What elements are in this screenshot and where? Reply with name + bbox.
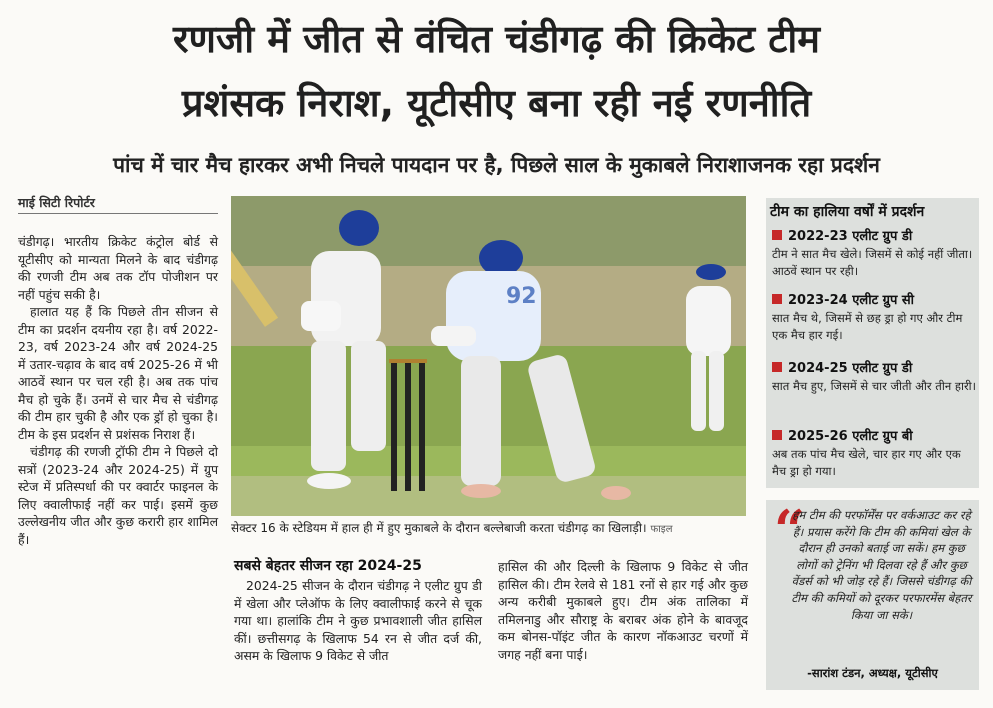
sidebar-item-heading: 2024-25 एलीट ग्रुप डी bbox=[788, 361, 913, 376]
article-column-3 bbox=[498, 558, 748, 663]
quote-mark-icon: “ bbox=[774, 498, 806, 562]
paragraph: हालात यह हैं कि पिछले तीन सीजन से टीम का प्रदर्शन दयनीय रहा है। वर्ष 2022-23, वर्ष 2023-24 और वर्ष 2024-25 में उतार-चढ़ाव के बाद वर्ष 2025-26 में भी आठवें स्थान पर चल रही है। अब तक पांच मैच हो चुके हैं। उनमें से चार मैच से चंडीगढ़ की टीम हार चुकी है और एक ड्रॉ हो चुका है। टीम के इस प्रदर्शन से प्रशंसक निराश हैं। bbox=[18, 304, 218, 442]
article-column-1 bbox=[18, 233, 218, 548]
sidebar-item-heading: 2025-26 एलीट ग्रुप बी bbox=[788, 429, 913, 444]
byline-rule bbox=[18, 213, 218, 214]
headline-line-2: प्रशंसक निराश, यूटीसीए बना रही नई रणनीति bbox=[181, 81, 812, 125]
section-subheading: सबसे बेहतर सीजन रहा 2024-25 bbox=[234, 558, 422, 574]
photo-credit: फाइल bbox=[650, 524, 673, 535]
byline: माई सिटी रिपोर्टर bbox=[18, 195, 95, 210]
sidebar-item-body: टीम ने सात मैच खेले। जिसमें से कोई नहीं जीता। आठवें स्थान पर रही। bbox=[772, 247, 973, 278]
sidebar-item bbox=[772, 428, 977, 479]
paragraph: चंडीगढ़ की रणजी ट्रॉफी टीम ने पिछले दो सत्रों (2023-24 और 2024-25) में ग्रुप स्टेज में प्रतिस्पर्धा की पर क्वार्टर फाइनल के लिए क्वालीफाई नहीं कर पाई। इसमें कुछ उल्लेखनीय जीत और कुछ करारी हार शामिल हैं। bbox=[18, 444, 218, 547]
sidebar-title: टीम का हालिया वर्षों में प्रदर्शन bbox=[770, 204, 925, 220]
stumps bbox=[389, 359, 427, 491]
paragraph: चंडीगढ़। भारतीय क्रिकेट कंट्रोल बोर्ड से यूटीसीए को मान्यता मिलने के बाद चंडीगढ़ की रणजी टीम अब तक टॉप पोजीशन पर नहीं पहुंच सकी है। bbox=[18, 234, 218, 302]
jersey-number: 92 bbox=[506, 284, 537, 309]
quote-text: हम टीम की परफॉर्मेंस पर वर्कआउट कर रहे हैं। प्रयास करेंगे कि टीम की कमियां खेल के दौरान ही उनको बताई जा सकें। हम कुछ लोगों को ट्रेनिंग भी दिलवा रहे हैं और कुछ वेंडर्स को भी जोड़ रहे हैं। जिससे चंडीगढ़ की टीम की कमियों को दूरकर परफारमेंस बेहतर किया जा सके। bbox=[791, 508, 972, 622]
cricket-photo bbox=[231, 196, 746, 516]
sidebar-item bbox=[772, 292, 977, 343]
quote-author: -सारांश टंडन, अध्यक्ष, यूटीसीए bbox=[807, 666, 938, 680]
headline-line-1: रणजी में जीत से वंचित चंडीगढ़ की क्रिकेट टीम bbox=[173, 17, 820, 61]
sidebar-item-body: सात मैच हुए, जिसमें से चार जीती और तीन हारी। bbox=[772, 379, 976, 393]
red-square-bullet-icon bbox=[772, 294, 782, 304]
photo-caption bbox=[231, 520, 746, 538]
article-column-2 bbox=[234, 577, 482, 665]
sidebar-item-heading: 2023-24 एलीट ग्रुप सी bbox=[788, 293, 915, 308]
red-square-bullet-icon bbox=[772, 230, 782, 240]
sidebar-item bbox=[772, 228, 977, 279]
sidebar-item-body: अब तक पांच मैच खेले, चार हार गए और एक मैच ड्रा हो गया। bbox=[772, 447, 961, 478]
red-square-bullet-icon bbox=[772, 430, 782, 440]
red-square-bullet-icon bbox=[772, 362, 782, 372]
sidebar-item-body: सात मैच थे, जिसमें से छह ड्रा हो गए और टीम एक मैच हार गई। bbox=[772, 311, 963, 342]
sub-headline: पांच में चार मैच हारकर अभी निचले पायदान पर है, पिछले साल के मुकाबले निराशाजनक रहा प्रदर्शन bbox=[113, 153, 880, 177]
sidebar-item-heading: 2022-23 एलीट ग्रुप डी bbox=[788, 229, 913, 244]
paragraph: हासिल की और दिल्ली के खिलाफ 9 विकेट से जीत हासिल की। टीम रेलवे से 181 रनों से हार गई और कुछ अन्य करीबी मुकाबले हुए। टीम अंक तालिका में तमिलनाडु और सौराष्ट्र के बराबर अंक होने के बावजूद कम बोनस-पॉइंट जीत के कारण नॉकआउट चरणों में जगह नहीं बना पाई। bbox=[498, 559, 748, 662]
sidebar-item bbox=[772, 360, 977, 395]
caption-text: सेक्टर 16 के स्टेडियम में हाल ही में हुए मुकाबले के दौरान बल्लेबाजी करता चंडीगढ़ का खिलाड़ी। bbox=[231, 521, 647, 535]
paragraph: 2024-25 सीजन के दौरान चंडीगढ़ ने एलीट ग्रुप डी में खेला और प्लेऑफ के लिए क्वालीफाई करने से चूक गया था। हालांकि टीम ने कुछ प्रभावशाली जीत हासिल कीं। छत्तीसगढ़ के खिलाफ 54 रन से जीत दर्ज की, असम के खिलाफ 9 विकेट से जीत bbox=[234, 578, 482, 663]
